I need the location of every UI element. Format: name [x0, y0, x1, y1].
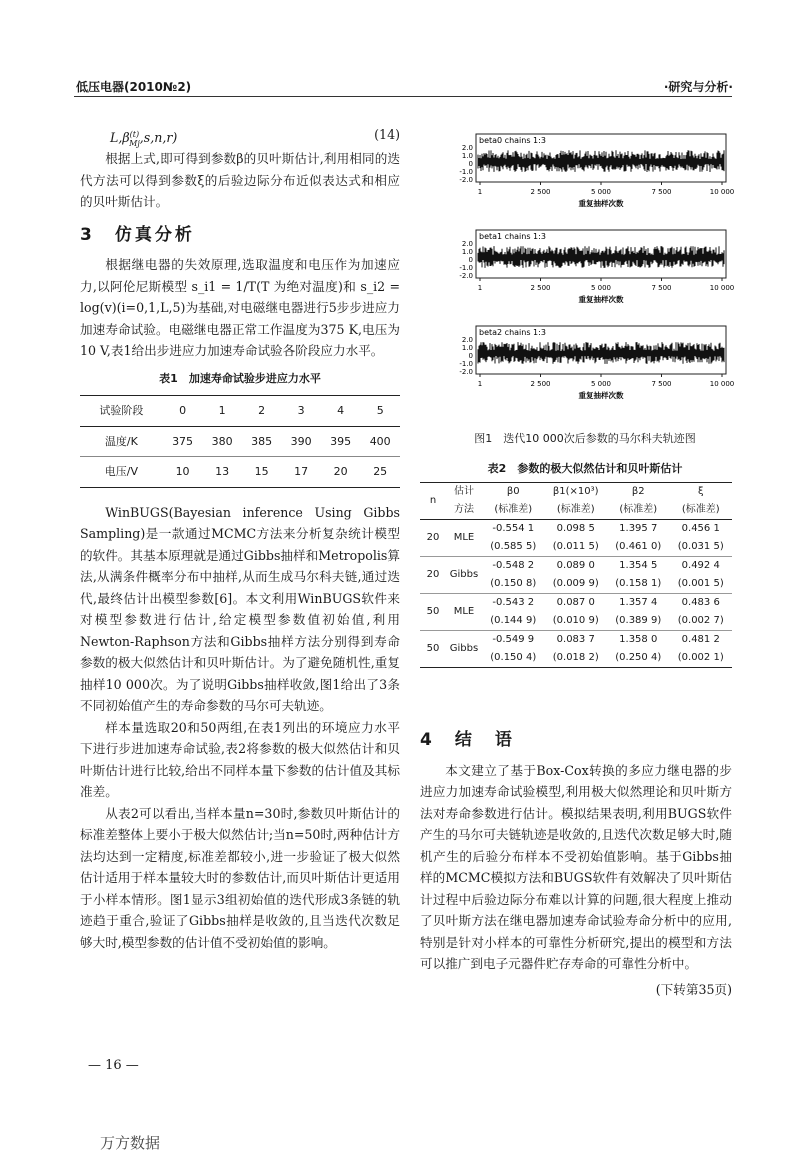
table-cell-sd: (0.011 5) — [552, 541, 599, 552]
y-tick-label: 1.0 — [461, 344, 473, 352]
table-cell-estimate: -0.548 2 — [492, 560, 535, 571]
table-cell-n: 20 — [426, 569, 440, 580]
table-cell: 17 — [294, 465, 309, 478]
paragraph: 根据继电器的失效原理,选取温度和电压作为加速应力,以阿伦尼斯模型 s_i1 = 1/T(T 为绝对温度)和 s_i2 = log(v)(i=0,1,L,5)为基础,对电磁继电器进行5步步进应力加速寿命试验。电磁继电器正常工作温度为375 K,电压为10 V,表1给出步进应力加速寿命试验各阶段应力水平。 — [80, 257, 400, 358]
table-cell-sd: (0.250 4) — [615, 652, 662, 663]
table-cell: 0 — [179, 404, 187, 417]
y-tick-label: -1.0 — [459, 168, 473, 176]
table-cell-method: Gibbs — [449, 569, 479, 580]
y-tick-label: 0 — [468, 256, 473, 264]
y-tick-label: 2.0 — [461, 336, 473, 344]
y-tick-label: -2.0 — [459, 368, 473, 376]
x-tick-label: 2 500 — [530, 188, 551, 196]
y-tick-label: 1.0 — [461, 152, 473, 160]
x-tick-label: 7 500 — [651, 380, 672, 388]
table-row — [420, 557, 732, 576]
table-cell-estimate: -0.549 9 — [492, 634, 535, 645]
table-cell: 395 — [330, 434, 352, 448]
table-cell-sd: (0.158 1) — [615, 578, 662, 589]
x-tick-label: 10 000 — [709, 380, 735, 388]
table-cell: 1 — [218, 404, 226, 417]
table-row — [420, 631, 732, 650]
table-cell-estimate: 1.358 0 — [619, 634, 658, 645]
table-header: β0 — [506, 486, 520, 497]
table-cell-n: 50 — [426, 643, 440, 654]
watermark: 万方数据 — [100, 1134, 161, 1152]
table-cell-sd: (0.002 7) — [677, 615, 724, 626]
continued-note: (下转第35页) — [655, 981, 732, 997]
table-cell-sd: (0.585 5) — [490, 541, 537, 552]
x-tick-label: 1 — [477, 188, 483, 196]
trace-plot-label: beta2 chains 1:3 — [479, 328, 546, 337]
table-cell-estimate: 0.089 0 — [556, 560, 595, 571]
section-4-heading: 4 结 语 — [420, 730, 515, 750]
table-cell-estimate: 0.483 6 — [681, 597, 720, 608]
page-number: — 16 — — [88, 1058, 139, 1073]
table-cell-method: Gibbs — [449, 643, 479, 654]
equation-14: $L,\beta^{(t)}_{Mj},s,n,r$) (14) — [80, 124, 400, 148]
x-axis-label: 重复抽样次数 — [578, 391, 624, 400]
table-cell-sd: (0.461 0) — [615, 541, 662, 552]
table-header: (标准差) — [681, 504, 720, 515]
table-header: 估计 — [454, 486, 474, 497]
table-cell-estimate: 0.098 5 — [556, 523, 595, 534]
table-cell-estimate: 0.481 2 — [681, 634, 720, 645]
table-cell: 2 — [258, 404, 266, 417]
table-cell: 385 — [251, 434, 273, 448]
paragraph: 从表2可以看出,当样本量n=30时,参数贝叶斯估计的标准差整体上要小于极大似然估计;当n=50时,两种估计方法均达到一定精度,标准差都较小,进一步验证了极大似然估计适用于样本量较大时的参数估计,而贝叶斯估计更适用于小样本情形。图1显示3组初始值的迭代形成3条链的轨迹趋于重合,验证了Gibbs抽样是收敛的,且当迭代次数足够大时,模型参数的估计值不受初始值的影响。 — [80, 805, 400, 950]
table-header: (标准差) — [619, 504, 658, 515]
x-tick-label: 10 000 — [709, 188, 735, 196]
table-cell-estimate: 1.395 7 — [619, 523, 658, 534]
x-tick-label: 1 — [477, 284, 483, 292]
section-3-heading: 3 仿真分析 — [80, 224, 195, 245]
table-header: β1(×10³) — [552, 486, 599, 497]
table-header: (标准差) — [556, 504, 595, 515]
table-cell: 13 — [215, 465, 230, 478]
y-tick-label: -2.0 — [459, 176, 473, 184]
table-cell-estimate: 0.083 7 — [556, 634, 595, 645]
x-axis-label: 重复抽样次数 — [578, 199, 624, 208]
x-tick-label: 2 500 — [530, 380, 551, 388]
table-cell-estimate: 0.087 0 — [556, 597, 595, 608]
table-cell-sd: (0.001 5) — [677, 578, 724, 589]
table-row — [420, 594, 732, 613]
table-header: (标准差) — [494, 504, 533, 515]
table-cell: 400 — [369, 434, 391, 448]
x-tick-label: 5 000 — [590, 188, 612, 196]
y-tick-label: -1.0 — [459, 360, 473, 368]
journal-header: 低压电器(2010№2) — [76, 80, 192, 94]
x-tick-label: 1 — [477, 380, 483, 388]
table-cell-sd: (0.002 1) — [677, 652, 724, 663]
trace-plot-label: beta0 chains 1:3 — [479, 136, 546, 145]
y-tick-label: 0 — [468, 352, 473, 360]
x-tick-label: 5 000 — [590, 284, 612, 292]
table-cell-sd: (0.144 9) — [490, 615, 537, 626]
table-cell: 380 — [211, 434, 233, 448]
table2-caption: 表2 参数的极大似然估计和贝叶斯估计 — [487, 462, 683, 475]
table-cell-sd: (0.018 2) — [552, 652, 599, 663]
table-cell-n: 20 — [426, 532, 440, 543]
table-cell: 4 — [337, 404, 345, 417]
right-column — [420, 730, 732, 1000]
y-tick-label: 2.0 — [461, 240, 473, 248]
y-tick-label: 2.0 — [461, 144, 473, 152]
section-header: ·研究与分析· — [663, 80, 733, 94]
table-cell-n: 50 — [426, 606, 440, 617]
table-cell-sd: (0.010 9) — [552, 615, 599, 626]
table-cell-sd: (0.389 9) — [615, 615, 662, 626]
table-header: ξ — [697, 486, 704, 497]
x-axis-label: 重复抽样次数 — [578, 295, 624, 304]
table-cell-sd: (0.031 5) — [677, 541, 724, 552]
table-cell: 390 — [290, 434, 312, 448]
table-header: β2 — [631, 486, 645, 497]
paragraph: WinBUGS(Bayesian inference Using Gibbs Sampling)是一款通过MCMC方法来分析复杂统计模型的软件。其基本原理就是通过Gibbs抽样和Metropolis算法,从满条件概率分布中抽样,从而生成马尔科夫链,通过迭代,最终估计出模型参数[6]。本文利用WinBUGS软件来对模型参数进行估计,给定模型参数值初始值,利用Newton-Raphson方法和Gibbs抽样方法分别得到寿命参数的极大似然估计和贝叶斯估计。为了避免随机性,重复抽样10 000次。为了说明Gibbs抽样收敛,图1给出了3条不同初始值产生的寿命参数的马尔可夫轨迹。 — [80, 504, 400, 713]
x-tick-label: 5 000 — [590, 380, 612, 388]
table-row — [420, 520, 732, 539]
table-cell-sd: (0.150 8) — [490, 578, 537, 589]
equation-number: (14) — [374, 127, 400, 142]
table-cell-method: MLE — [453, 532, 475, 543]
figure1-caption: 图1 迭代10 000次后参数的马尔科夫轨迹图 — [474, 432, 696, 445]
table-cell-sd: (0.150 4) — [490, 652, 537, 663]
table-header: 方法 — [454, 504, 474, 515]
header-rule — [74, 96, 732, 97]
table-cell-estimate: -0.554 1 — [492, 523, 535, 534]
table-1 — [80, 395, 400, 488]
table-cell: 温度/K — [104, 434, 138, 448]
y-tick-label: 1.0 — [461, 248, 473, 256]
table-cell-sd: (0.009 9) — [552, 578, 599, 589]
left-column — [80, 124, 400, 953]
figure-1 — [440, 128, 735, 418]
table-cell-estimate: 0.456 1 — [681, 523, 720, 534]
table-cell-estimate: 1.354 5 — [619, 560, 658, 571]
table-cell-method: MLE — [453, 606, 475, 617]
x-tick-label: 7 500 — [651, 188, 672, 196]
table-cell: 试验阶段 — [99, 404, 144, 417]
x-tick-label: 2 500 — [530, 284, 551, 292]
table-header-n: n — [429, 495, 437, 506]
table1-caption: 表1 加速寿命试验步进应力水平 — [159, 371, 321, 385]
paragraph: 本文建立了基于Box-Cox转换的多应力继电器的步进应力加速寿命试验模型,利用极大似然理论和贝叶斯方法对寿命参数进行估计。模拟结果表明,利用BUGS软件产生的马尔可夫链轨迹是收敛的,且迭代次数足够大时,随机产生的后验分布样本不受初始值影响。基于Gibbs抽样的MCMC模拟方法和BUGS软件有效解决了贝叶斯估计过程中后验边际分布难以计算的问题,很大程度上推动了贝叶斯方法在继电器加速寿命试验寿命分析中的应用,特别是针对小样本的可靠性分析研究,提出的模型和方法可以推广到电子元器件贮存寿命的可靠性分析中。 — [420, 762, 732, 971]
table-2 — [420, 482, 732, 668]
x-tick-label: 10 000 — [709, 284, 735, 292]
table-cell: 3 — [297, 404, 305, 417]
table-cell: 375 — [172, 434, 194, 448]
table-cell: 电压/V — [104, 465, 139, 478]
trace-plot-label: beta1 chains 1:3 — [479, 232, 546, 241]
table-cell-estimate: 1.357 4 — [619, 597, 658, 608]
table-cell-estimate: 0.492 4 — [681, 560, 720, 571]
y-tick-label: -2.0 — [459, 272, 473, 280]
table-cell: 20 — [333, 465, 348, 478]
table-cell: 10 — [175, 465, 190, 478]
table-cell: 25 — [373, 465, 388, 478]
paragraph: 根据上式,即可得到参数β的贝叶斯估计,利用相同的迭代方法可以得到参数ξ的后验边际分布近似表达式和相应的贝叶斯估计。 — [80, 151, 400, 209]
table-cell-estimate: -0.543 2 — [492, 597, 535, 608]
table-cell: 5 — [376, 404, 384, 417]
trace-plots — [440, 128, 735, 418]
paragraph: 样本量选取20和50两组,在表1列出的环境应力水平下进行步进加速寿命试验,表2将参数的极大似然估计和贝叶斯估计进行比较,给出不同样本量下参数的估计值及其标准差。 — [80, 719, 400, 799]
x-tick-label: 7 500 — [651, 284, 672, 292]
y-tick-label: 0 — [468, 160, 473, 168]
table-cell: 15 — [254, 465, 269, 478]
y-tick-label: -1.0 — [459, 264, 473, 272]
